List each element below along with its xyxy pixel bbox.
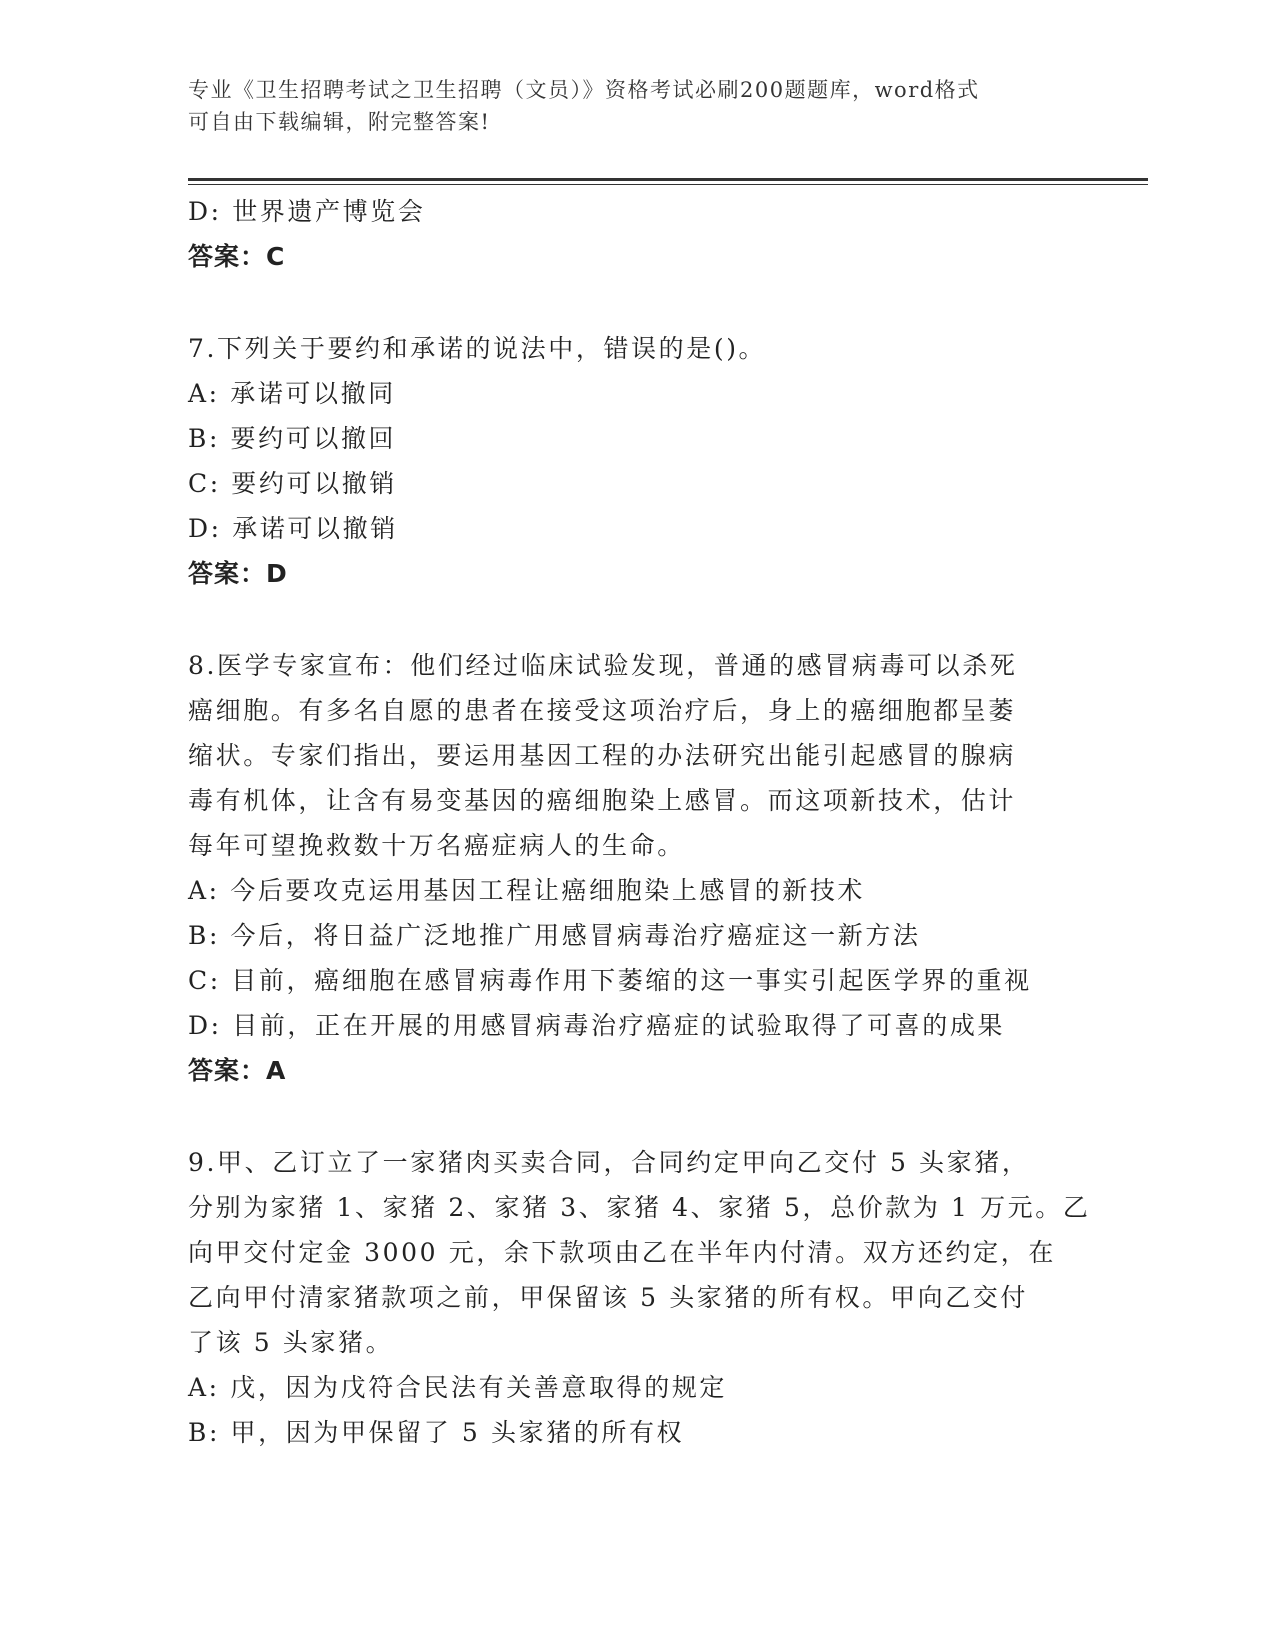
q8-stem-line: 癌细胞。有多名自愿的患者在接受这项治疗后，身上的癌细胞都呈萎 bbox=[188, 696, 1017, 725]
question-8 bbox=[188, 643, 1088, 1093]
q7-option-b: B: 要约可以撤回 bbox=[188, 424, 397, 453]
q8-option-d: D: 目前，正在开展的用感冒病毒治疗癌症的试验取得了可喜的成果 bbox=[188, 1011, 1006, 1040]
q9-stem-line: 乙向甲付清家猪款项之前，甲保留该 5 头家猪的所有权。甲向乙交付 bbox=[188, 1283, 1029, 1312]
page-header bbox=[188, 74, 1088, 138]
question-9 bbox=[188, 1140, 1091, 1455]
header-title-line-2: 可自由下载编辑，附完整答案! bbox=[188, 110, 491, 134]
q9-stem-line: 9.甲、乙订立了一家猪肉买卖合同，合同约定甲向乙交付 5 头家猪， bbox=[188, 1148, 1030, 1177]
header-title-line-1: 专业《卫生招聘考试之卫生招聘（文员）》资格考试必刷200题题库，word格式 bbox=[188, 78, 980, 102]
q8-stem-line: 毒有机体，让含有易变基因的癌细胞染上感冒。而这项新技术，估计 bbox=[188, 786, 1017, 815]
question-list bbox=[188, 189, 1091, 1455]
q7-answer: 答案：D bbox=[188, 559, 288, 588]
q8-answer: 答案：A bbox=[188, 1056, 287, 1085]
q8-option-c: C: 目前，癌细胞在感冒病毒作用下萎缩的这一事实引起医学界的重视 bbox=[188, 966, 1032, 995]
q9-option-a: A: 戊，因为戊符合民法有关善意取得的规定 bbox=[188, 1373, 728, 1402]
q6-answer: 答案：C bbox=[188, 242, 286, 271]
q7-option-a: A: 承诺可以撤同 bbox=[188, 379, 396, 408]
q9-stem-line: 分别为家猪 1、家猪 2、家猪 3、家猪 4、家猪 5，总价款为 1 万元。乙 bbox=[188, 1193, 1091, 1222]
question-7 bbox=[188, 326, 1088, 596]
q8-option-a: A: 今后要攻克运用基因工程让癌细胞染上感冒的新技术 bbox=[188, 876, 866, 905]
q9-option-b: B: 甲，因为甲保留了 5 头家猪的所有权 bbox=[188, 1418, 685, 1447]
q6-option-d: D: 世界遗产博览会 bbox=[188, 197, 426, 226]
q7-stem: 7.下列关于要约和承诺的说法中，错误的是()。 bbox=[188, 334, 767, 363]
q8-stem-line: 每年可望挽救数十万名癌症病人的生命。 bbox=[188, 831, 685, 860]
header-divider-thick bbox=[188, 178, 1148, 181]
q8-option-b: B: 今后，将日益广泛地推广用感冒病毒治疗癌症这一新方法 bbox=[188, 921, 921, 950]
q8-stem-line: 缩状。专家们指出，要运用基因工程的办法研究出能引起感冒的腺病 bbox=[188, 741, 1017, 770]
q7-option-d: D: 承诺可以撤销 bbox=[188, 514, 398, 543]
q9-stem-line: 向甲交付定金 3000 元，余下款项由乙在半年内付清。双方还约定，在 bbox=[188, 1238, 1056, 1267]
q9-stem-line: 了该 5 头家猪。 bbox=[188, 1328, 394, 1357]
q7-option-c: C: 要约可以撤销 bbox=[188, 469, 397, 498]
header-divider-thin bbox=[188, 184, 1148, 185]
q8-stem-line: 8.医学专家宣布：他们经过临床试验发现，普通的感冒病毒可以杀死 bbox=[188, 651, 1018, 680]
